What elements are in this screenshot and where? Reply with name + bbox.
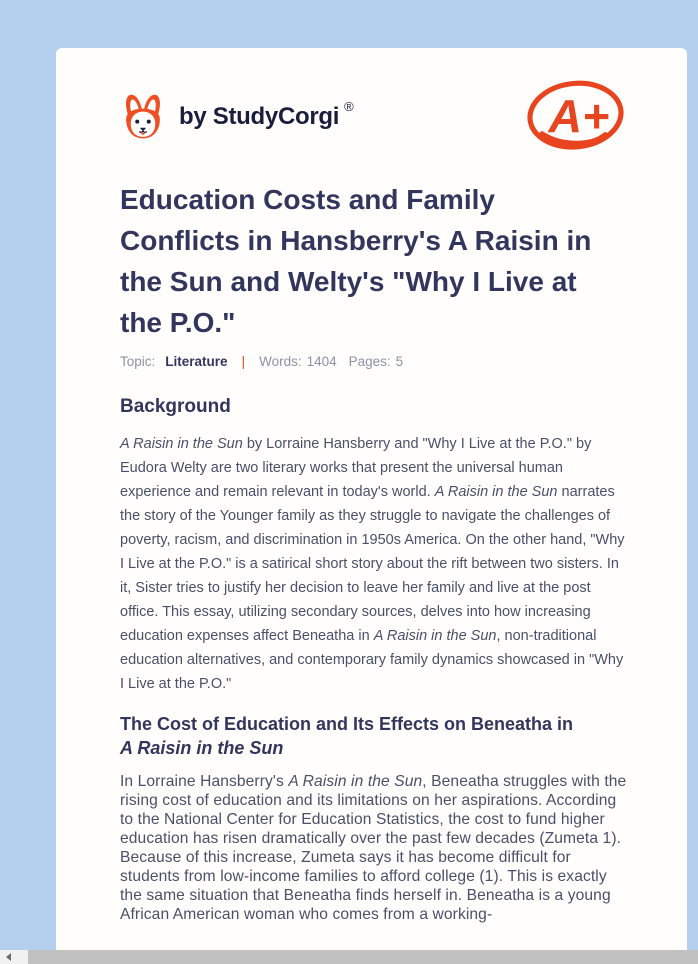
corgi-logo-icon [120,90,166,144]
page-header [120,75,628,159]
essay-meta [120,354,628,369]
essay-title: Education Costs and Family Conflicts in Hansberry's A Raisin in the Sun and Welty's "Why I Live at the P.O." [120,184,592,338]
words-label: Words: [259,354,302,369]
text-segment: by Lorraine Hansberry and "Why I Live at the P.O." by Eudora Welty are two literary works that present the universal human experience and remain relevant in today's world. [120,436,592,500]
horizontal-scrollbar[interactable] [0,950,698,964]
registered-trademark: ® [344,99,354,114]
text-segment: narrates the story of the Younger family as they struggle to navigate the challenges of poverty, racism, and discrimination in 1950s America. On the other hand, "Why I Live at the P.O." is a satirical short story about the rift between two sisters. In it, Sister tries to justify her decision to leave her family and live at the post office. This essay, utilizing secondary sources, delves into how increasing education expenses affect Beneatha in [120,484,625,644]
text-segment: A Raisin in the Sun [288,773,423,790]
section-background-paragraph [120,432,628,696]
essay-card [56,48,687,964]
horizontal-scrollbar-thumb[interactable] [28,950,698,964]
badge-text: A+ [548,89,610,142]
brand-label: by StudyCorgi [179,103,340,130]
meta-divider: | [241,354,246,369]
text-segment: A Raisin in the Sun [373,628,497,644]
words-value: 1404 [306,354,337,369]
studycorgi-logo[interactable] [120,90,353,144]
text-segment: A Raisin in the Sun [434,484,558,500]
a-plus-grade-icon [523,76,628,158]
text-segment: In Lorraine Hansberry's [120,773,289,790]
section-cost-of-education [120,712,628,924]
text-segment: , non-traditional education alternatives, and contemporary family dynamics showcased in "Why I Live at the P.O." [120,628,624,692]
text-segment: A Raisin in the Sun [120,436,243,452]
brand-text [179,99,354,131]
left-arrow-icon [6,953,11,961]
topic-link-literature[interactable]: Literature [165,354,228,369]
text-segment: The Cost of Education and Its Effects on Beneatha in [120,714,574,734]
section-cost-paragraph [120,772,628,924]
section-heading-cost-of-education [120,712,582,760]
text-segment: A Raisin in the Sun [120,738,284,758]
text-segment: , Beneatha struggles with the rising cost of education and its limitations on her aspirations. According to the National Center for Education Statistics, the cost to fund higher education has risen dramatically over the past few decades (Zumeta 1). Because of this increase, Zumeta says it has become difficult for students from low-income families to afford college (1). This is exactly the same situation that Beneatha finds herself in. Beneatha is a young African American woman who comes from a working- [120,773,627,923]
pages-value: 5 [395,354,404,369]
section-heading-background: Background [120,396,231,417]
scrollbar-left-button[interactable] [0,950,17,964]
section-background [120,396,628,696]
topic-label: Topic: [120,354,156,369]
pages-label: Pages: [348,354,391,369]
